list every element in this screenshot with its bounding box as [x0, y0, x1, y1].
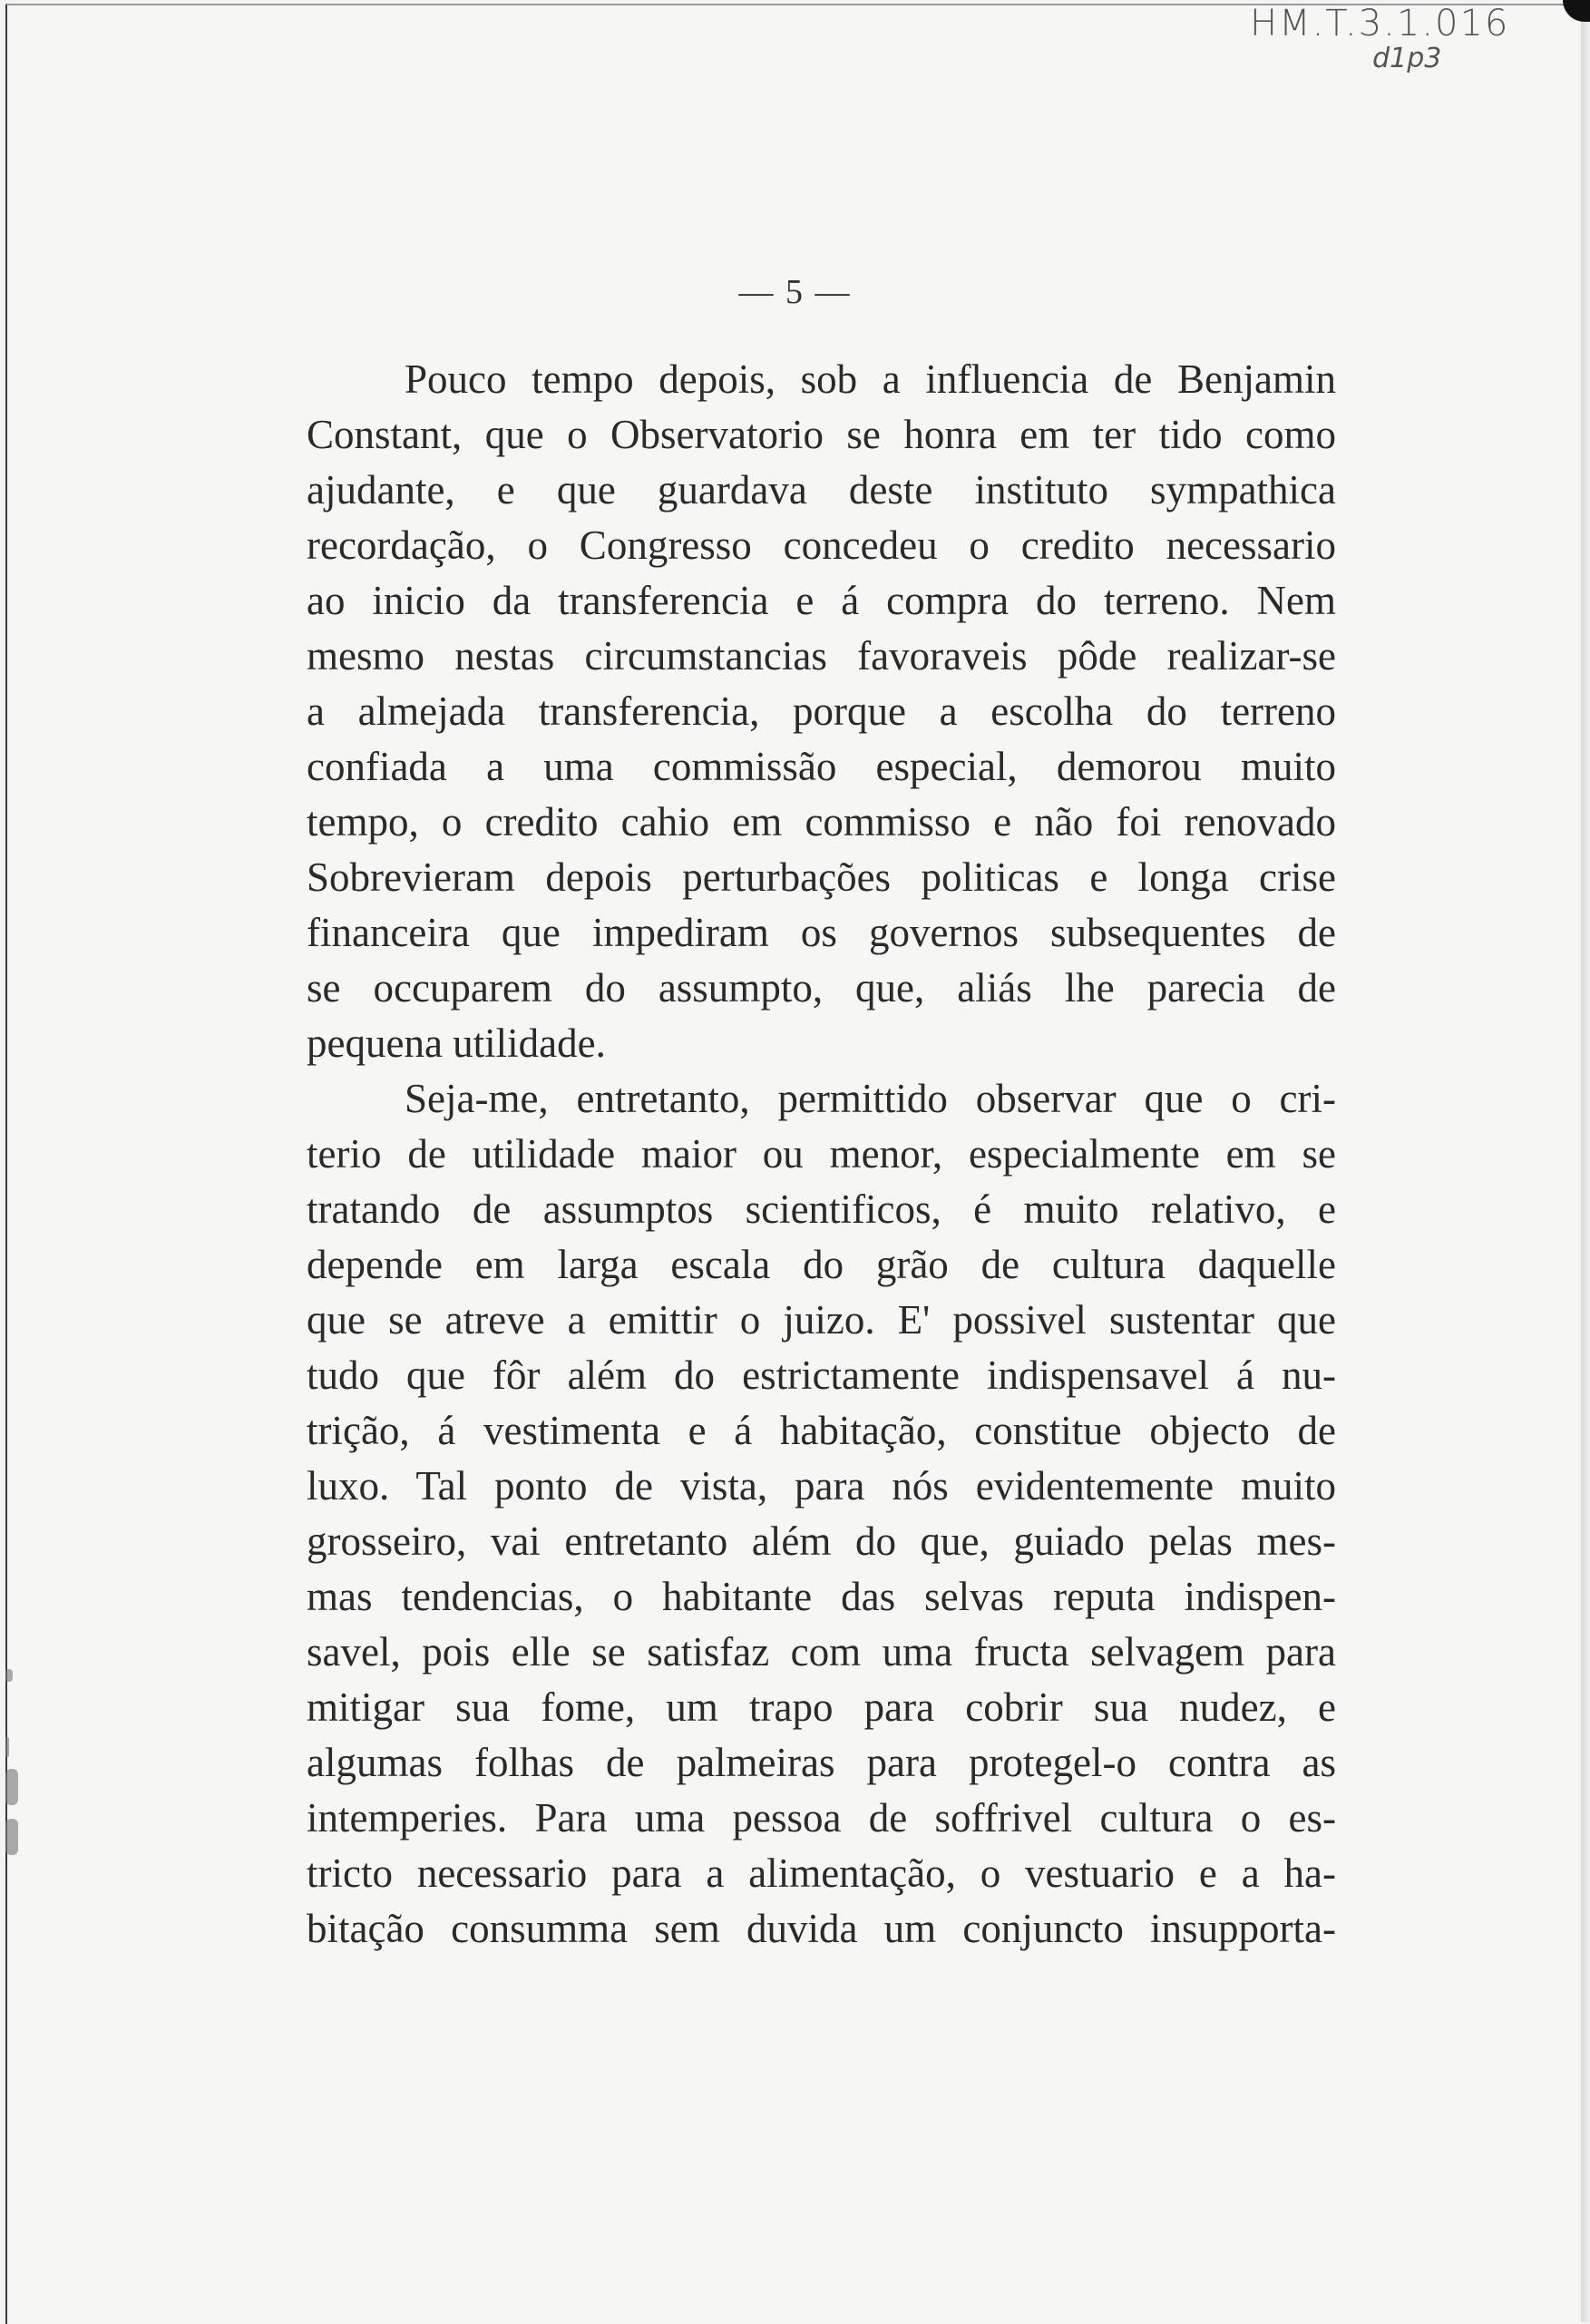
binding-marks [5, 1651, 18, 1850]
archive-subcode: d1p3 [1372, 43, 1442, 74]
text-line [307, 1680, 1336, 1735]
text-line-content: se occuparem do assumpto, que, aliás lhe parecia de [307, 965, 1336, 1011]
text-line-content: mitigar sua fome, um trapo para cobrir sua nudez, e [307, 1684, 1336, 1730]
text-line-content: a almejada transferencia, porque a escolha do terreno [307, 688, 1336, 734]
text-line-content: ao inicio da transferencia e á compra do terreno. Nem [307, 578, 1336, 623]
text-line [307, 961, 1336, 1016]
text-line [307, 1625, 1336, 1680]
text-line [307, 1735, 1336, 1791]
text-line [307, 850, 1336, 905]
text-line-content: tempo, o credito cahio em commisso e não foi renovado [307, 799, 1336, 845]
text-line [307, 1237, 1336, 1293]
page-edge [1581, 0, 1590, 2322]
body-text [307, 352, 1336, 1957]
text-line [307, 407, 1336, 463]
text-line [307, 795, 1336, 850]
text-line [307, 1569, 1336, 1625]
text-line [307, 573, 1336, 629]
text-line [307, 463, 1336, 518]
text-line [307, 629, 1336, 684]
text-line [307, 1182, 1336, 1237]
text-line-content: trição, á vestimenta e á habitação, constitue objecto de [307, 1408, 1336, 1453]
text-line-content: Pouco tempo depois, sob a influencia de Benjamin [405, 356, 1336, 402]
text-line-content: terio de utilidade maior ou menor, especialmente em se [307, 1131, 1336, 1177]
text-line-content: confiada a uma commissão especial, demorou muito [307, 744, 1336, 789]
text-line [307, 1127, 1336, 1182]
text-line [307, 1514, 1336, 1569]
text-line-content: pequena utilidade. [307, 1020, 606, 1066]
archive-mark [1250, 5, 1509, 73]
text-line-content: que se atreve a emittir o juizo. E' possivel sustentar que [307, 1297, 1336, 1343]
text-line [307, 684, 1336, 739]
text-line-content: Seja-me, entretanto, permittido observar que o cri- [405, 1076, 1336, 1121]
text-line [307, 1901, 1336, 1957]
text-line-content: recordação, o Congresso concedeu o credito necessario [307, 522, 1336, 568]
text-line-content: tricto necessario para a alimentação, o vestuario e a ha- [307, 1850, 1336, 1896]
text-line-content: depende em larga escala do grão de cultura daquelle [307, 1242, 1336, 1287]
text-line [307, 1071, 1336, 1127]
text-line-content: bitação consumma sem duvida um conjuncto insupporta- [307, 1906, 1336, 1951]
paragraph [307, 1071, 1336, 1957]
text-line-content: Sobrevieram depois perturbações politicas e longa crise [307, 854, 1336, 900]
text-line [307, 1348, 1336, 1403]
text-line [307, 1293, 1336, 1348]
text-line-content: financeira que impediram os governos subsequentes de [307, 910, 1336, 955]
text-line [307, 352, 1336, 407]
text-line-content: savel, pois elle se satisfaz com uma fructa selvagem para [307, 1629, 1336, 1675]
text-line-content: mesmo nestas circumstancias favoraveis pôde realizar-se [307, 633, 1336, 679]
page-number: — 5 — [738, 273, 852, 311]
text-line-content: grosseiro, vai entretanto além do que, guiado pelas mes- [307, 1518, 1336, 1564]
text-line [307, 1459, 1336, 1514]
text-line-content: algumas folhas de palmeiras para protegel-o contra as [307, 1740, 1336, 1785]
text-line [307, 1016, 1336, 1071]
text-line [307, 1791, 1336, 1846]
text-line-content: intemperies. Para uma pessoa de soffrivel cultura o es- [307, 1795, 1336, 1841]
text-line-content: mas tendencias, o habitante das selvas reputa indispen- [307, 1574, 1336, 1619]
text-line-content: tratando de assumptos scientificos, é muito relativo, e [307, 1186, 1336, 1232]
paragraph [307, 352, 1336, 1071]
archive-code: HM.T.3.1.016 [1250, 3, 1510, 44]
text-line-content: tudo que fôr além do estrictamente indispensavel á nu- [307, 1352, 1336, 1398]
text-line [307, 905, 1336, 961]
text-line [307, 739, 1336, 795]
text-line-content: Constant, que o Observatorio se honra em ter tido como [307, 412, 1336, 457]
text-line [307, 518, 1336, 573]
text-line [307, 1403, 1336, 1459]
text-line-content: luxo. Tal ponto de vista, para nós evidentemente muito [307, 1463, 1336, 1509]
text-line [307, 1846, 1336, 1901]
text-line-content: ajudante, e que guardava deste instituto sympathica [307, 467, 1336, 513]
